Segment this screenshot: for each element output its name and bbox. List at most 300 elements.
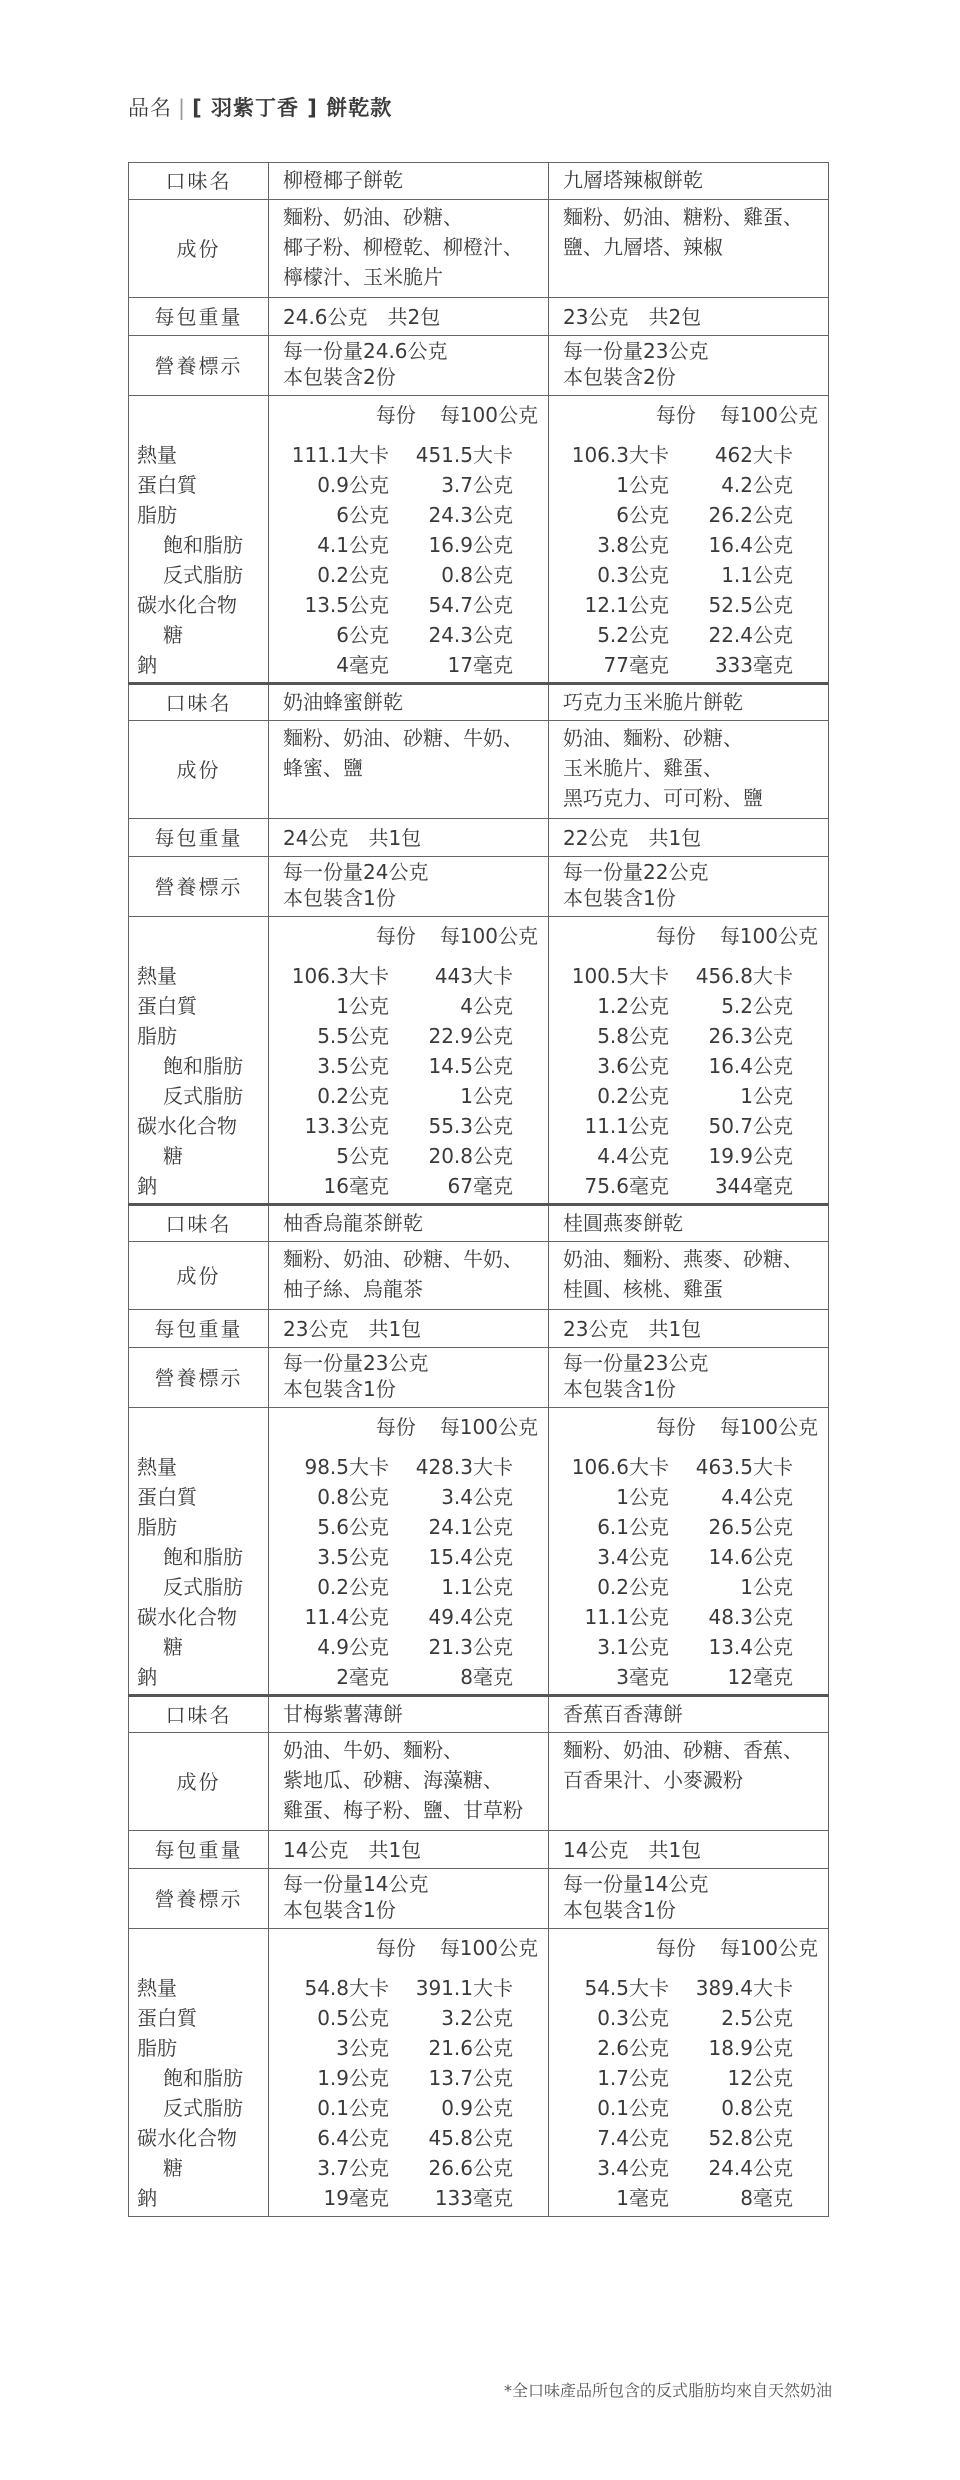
value-per-serving: 13.5公克: [304, 593, 389, 617]
nutrient-line: [269, 2183, 548, 2213]
header-per-serving: 每份: [375, 924, 416, 948]
value-per-100g: 24.3公克: [428, 623, 513, 647]
value-per-serving: 6.1公克: [597, 1515, 669, 1539]
value-per-100g: 4.4公克: [721, 1485, 793, 1509]
nutrient-values: [269, 1408, 549, 1696]
value-per-100g: 2.5公克: [721, 2006, 793, 2030]
value-per-100g: 1公克: [740, 1575, 793, 1599]
nutrient-name: 碳水化合物: [137, 1605, 237, 1629]
header-per-serving: 每份: [375, 403, 416, 427]
nutrient-line: [549, 620, 828, 650]
nutrient-values: [549, 396, 829, 684]
value-per-serving: 5.5公克: [317, 1024, 389, 1048]
nutrient-name: 糖: [163, 1635, 183, 1659]
value-per-serving: 5.6公克: [317, 1515, 389, 1539]
weight-value: 23公克 共1包: [549, 1310, 829, 1348]
nutrient-name: 鈉: [137, 1174, 157, 1198]
ingredients-line: 奶油、麵粉、砂糖、: [563, 726, 743, 750]
serving-line: 每一份量24.6公克: [283, 339, 448, 363]
nutrient-line: [549, 650, 828, 680]
value-per-100g: 1.1公克: [721, 563, 793, 587]
title-prefix: 品名: [128, 96, 172, 120]
nutrient-line: [269, 440, 548, 470]
serving-line: 每一份量24公克: [283, 860, 429, 884]
nutrition-header: [549, 1412, 828, 1442]
ingredients-line: 蜂蜜、鹽: [283, 756, 363, 780]
nutrient-name: 反式脂肪: [163, 563, 243, 587]
value-per-100g: 52.5公克: [708, 593, 793, 617]
serving-row: [129, 1869, 829, 1929]
serving-line: 每一份量23公克: [563, 339, 709, 363]
weight-label: 每包重量: [129, 819, 269, 857]
value-per-100g: 49.4公克: [428, 1605, 513, 1629]
value-per-serving: 1.9公克: [317, 2066, 389, 2090]
nutrient-names: [129, 396, 269, 684]
nutrient-name: 飽和脂肪: [163, 1545, 243, 1569]
nutrient-line: [549, 1171, 828, 1201]
nutrient-line: [549, 590, 828, 620]
nutrition-table: [128, 162, 829, 2217]
value-per-serving: 1公克: [616, 1485, 669, 1509]
nutrient-line: [269, 620, 548, 650]
value-per-serving: 4.4公克: [597, 1144, 669, 1168]
value-per-serving: 11.1公克: [584, 1605, 669, 1629]
value-per-100g: 462大卡: [714, 443, 793, 467]
header-per-100g: 每100公克: [439, 403, 538, 427]
header-per-serving: 每份: [655, 1415, 696, 1439]
weight-label: 每包重量: [129, 298, 269, 336]
value-per-serving: 1公克: [616, 473, 669, 497]
serving-line: 本包裝含1份: [563, 1898, 676, 1922]
nutrient-line: [549, 2003, 828, 2033]
ingredients-label: 成份: [129, 721, 269, 819]
value-per-100g: 3.2公克: [441, 2006, 513, 2030]
value-per-100g: 14.5公克: [428, 1054, 513, 1078]
value-per-100g: 463.5大卡: [695, 1455, 793, 1479]
nutrient-name: 飽和脂肪: [163, 2066, 243, 2090]
value-per-serving: 19毫克: [323, 2186, 389, 2210]
value-per-serving: 1公克: [336, 994, 389, 1018]
ingredients-row: [129, 200, 829, 298]
serving-line: 本包裝含1份: [283, 1377, 396, 1401]
header-per-100g: 每100公克: [439, 924, 538, 948]
nutrient-line: [269, 2033, 548, 2063]
nutrient-line: [269, 2153, 548, 2183]
nutrient-line: [269, 1021, 548, 1051]
nutrient-name: 脂肪: [137, 2036, 177, 2060]
header-per-100g: 每100公克: [439, 1415, 538, 1439]
nutrient-line: [549, 2093, 828, 2123]
nutrient-name: 脂肪: [137, 503, 177, 527]
nutrient-name: 熱量: [137, 443, 177, 467]
value-per-serving: 0.3公克: [597, 2006, 669, 2030]
ingredients-label: 成份: [129, 1733, 269, 1831]
value-per-serving: 111.1大卡: [291, 443, 389, 467]
serving-row: [129, 1348, 829, 1408]
nutrient-values: [269, 917, 549, 1205]
value-per-100g: 24.4公克: [708, 2156, 793, 2180]
ingredients-cell: [549, 200, 829, 298]
nutrient-names: [129, 1929, 269, 2217]
value-per-100g: 20.8公克: [428, 1144, 513, 1168]
header-per-serving: 每份: [655, 924, 696, 948]
value-per-serving: 0.9公克: [317, 473, 389, 497]
value-per-serving: 75.6毫克: [584, 1174, 669, 1198]
value-per-serving: 3.4公克: [597, 1545, 669, 1569]
value-per-serving: 77毫克: [603, 653, 669, 677]
flavor-row: [129, 1696, 829, 1733]
value-per-serving: 0.2公克: [597, 1575, 669, 1599]
value-per-100g: 18.9公克: [708, 2036, 793, 2060]
value-per-100g: 0.8公克: [721, 2096, 793, 2120]
nutrient-line: [549, 1572, 828, 1602]
serving-cell: [549, 336, 829, 396]
value-per-100g: 8毫克: [740, 2186, 793, 2210]
serving-line: 每一份量14公克: [563, 1872, 709, 1896]
nutrient-line: [549, 1512, 828, 1542]
value-per-serving: 1毫克: [616, 2186, 669, 2210]
nutrition-header: [549, 921, 828, 951]
flavor-label: 口味名: [129, 163, 269, 200]
weight-label: 每包重量: [129, 1310, 269, 1348]
value-per-serving: 6公克: [336, 503, 389, 527]
nutrient-line: [269, 2093, 548, 2123]
nutrient-line: [549, 1051, 828, 1081]
nutrient-name: 鈉: [137, 653, 157, 677]
ingredients-line: 奶油、麵粉、燕麥、砂糖、: [563, 1247, 803, 1271]
ingredients-line: 椰子粉、柳橙乾、柳橙汁、: [283, 235, 523, 259]
nutrients-row: [129, 396, 829, 684]
nutrition-label: 營養標示: [129, 1348, 269, 1408]
header-per-serving: 每份: [655, 403, 696, 427]
value-per-serving: 4.9公克: [317, 1635, 389, 1659]
header-per-100g: 每100公克: [719, 1936, 818, 1960]
value-per-serving: 106.6大卡: [571, 1455, 669, 1479]
value-per-serving: 3公克: [336, 2036, 389, 2060]
value-per-serving: 16毫克: [323, 1174, 389, 1198]
nutrient-name: 飽和脂肪: [163, 1054, 243, 1078]
nutrient-line: [269, 1632, 548, 1662]
value-per-serving: 0.8公克: [317, 1485, 389, 1509]
flavor-name: 九層塔辣椒餅乾: [549, 163, 829, 200]
nutrient-line: [549, 991, 828, 1021]
nutrient-name: 反式脂肪: [163, 2096, 243, 2120]
value-per-serving: 13.3公克: [304, 1114, 389, 1138]
nutrition-header: [269, 1412, 548, 1442]
nutrient-line: [549, 2183, 828, 2213]
value-per-serving: 0.2公克: [317, 1084, 389, 1108]
header-per-100g: 每100公克: [719, 1415, 818, 1439]
flavor-label: 口味名: [129, 1205, 269, 1242]
value-per-100g: 8毫克: [460, 1665, 513, 1689]
value-per-serving: 0.3公克: [597, 563, 669, 587]
value-per-serving: 2.6公克: [597, 2036, 669, 2060]
nutrient-values: [269, 1929, 549, 2217]
nutrient-line: [269, 1141, 548, 1171]
ingredients-line: 柚子絲、烏龍茶: [283, 1277, 423, 1301]
value-per-serving: 11.1公克: [584, 1114, 669, 1138]
value-per-serving: 5.2公克: [597, 623, 669, 647]
serving-line: 本包裝含2份: [563, 365, 676, 389]
ingredients-line: 黑巧克力、可可粉、鹽: [563, 786, 763, 810]
flavor-label: 口味名: [129, 1696, 269, 1733]
nutrient-name: 糖: [163, 623, 183, 647]
flavor-row: [129, 163, 829, 200]
nutrient-line: [549, 1452, 828, 1482]
nutrient-line: [269, 1111, 548, 1141]
header-per-serving: 每份: [375, 1936, 416, 1960]
value-per-100g: 48.3公克: [708, 1605, 793, 1629]
ingredients-line: 麵粉、奶油、砂糖、香蕉、: [563, 1738, 803, 1762]
nutrient-line: [549, 2033, 828, 2063]
serving-cell: [269, 1869, 549, 1929]
serving-row: [129, 857, 829, 917]
value-per-100g: 13.7公克: [428, 2066, 513, 2090]
nutrient-names: [129, 917, 269, 1205]
title-brand: [ 羽紫丁香 ] 餅乾款: [192, 96, 393, 120]
flavor-row: [129, 684, 829, 721]
nutrient-line: [549, 1973, 828, 2003]
serving-row: [129, 336, 829, 396]
title-divider: |: [178, 96, 187, 120]
value-per-100g: 16.4公克: [708, 1054, 793, 1078]
nutrient-line: [269, 650, 548, 680]
nutrient-line: [269, 1482, 548, 1512]
value-per-100g: 3.4公克: [441, 1485, 513, 1509]
nutrient-line: [549, 530, 828, 560]
header-per-100g: 每100公克: [719, 924, 818, 948]
value-per-serving: 2毫克: [336, 1665, 389, 1689]
ingredients-label: 成份: [129, 1242, 269, 1310]
ingredients-line: 玉米脆片、雞蛋、: [563, 756, 723, 780]
nutrient-line: [269, 2003, 548, 2033]
nutrient-name: 鈉: [137, 2186, 157, 2210]
ingredients-line: 麵粉、奶油、糖粉、雞蛋、: [563, 205, 803, 229]
ingredients-line: 雞蛋、梅子粉、鹽、甘草粉: [283, 1798, 523, 1822]
nutrient-values: [549, 917, 829, 1205]
nutrient-name: 碳水化合物: [137, 2126, 237, 2150]
nutrient-line: [269, 2063, 548, 2093]
value-per-serving: 5公克: [336, 1144, 389, 1168]
weight-value: 23公克 共1包: [269, 1310, 549, 1348]
value-per-100g: 45.8公克: [428, 2126, 513, 2150]
nutrition-table-wrapper: [128, 162, 828, 2217]
value-per-serving: 3.7公克: [317, 2156, 389, 2180]
value-per-100g: 24.3公克: [428, 503, 513, 527]
weight-value: 24公克 共1包: [269, 819, 549, 857]
value-per-100g: 443大卡: [434, 964, 513, 988]
nutrient-line: [549, 2123, 828, 2153]
value-per-serving: 6.4公克: [317, 2126, 389, 2150]
ingredients-line: 麵粉、奶油、砂糖、牛奶、: [283, 726, 523, 750]
nutrient-line: [549, 1021, 828, 1051]
serving-line: 每一份量23公克: [563, 1351, 709, 1375]
value-per-serving: 6公克: [336, 623, 389, 647]
nutrient-line: [269, 1973, 548, 2003]
header-per-100g: 每100公克: [439, 1936, 538, 1960]
flavor-name: 甘梅紫薯薄餅: [269, 1696, 549, 1733]
header-per-serving: 每份: [375, 1415, 416, 1439]
serving-line: 每一份量22公克: [563, 860, 709, 884]
ingredients-cell: [269, 1242, 549, 1310]
value-per-100g: 456.8大卡: [695, 964, 793, 988]
ingredients-line: 鹽、九層塔、辣椒: [563, 235, 723, 259]
nutrient-name: 糖: [163, 1144, 183, 1168]
weight-row: [129, 1310, 829, 1348]
footnote: *全口味產品所包含的反式脂肪均來自天然奶油: [503, 2381, 832, 2400]
ingredients-line: 桂圓、核桃、雞蛋: [563, 1277, 723, 1301]
value-per-100g: 24.1公克: [428, 1515, 513, 1539]
ingredients-line: 麵粉、奶油、砂糖、: [283, 205, 463, 229]
nutrient-line: [549, 1111, 828, 1141]
value-per-serving: 1.7公克: [597, 2066, 669, 2090]
value-per-100g: 0.9公克: [441, 2096, 513, 2120]
nutrition-header: [549, 1933, 828, 1963]
nutrient-line: [269, 470, 548, 500]
value-per-serving: 4.1公克: [317, 533, 389, 557]
nutrient-name: 碳水化合物: [137, 593, 237, 617]
flavor-label: 口味名: [129, 684, 269, 721]
value-per-serving: 0.1公克: [317, 2096, 389, 2120]
value-per-serving: 0.1公克: [597, 2096, 669, 2120]
value-per-100g: 344毫克: [714, 1174, 793, 1198]
nutrient-line: [549, 1081, 828, 1111]
flavor-name: 柳橙椰子餅乾: [269, 163, 549, 200]
weight-row: [129, 298, 829, 336]
value-per-serving: 106.3大卡: [291, 964, 389, 988]
nutrient-line: [269, 1542, 548, 1572]
weight-row: [129, 819, 829, 857]
value-per-100g: 133毫克: [434, 2186, 513, 2210]
ingredients-line: 紫地瓜、砂糖、海藻糖、: [283, 1768, 503, 1792]
nutrient-name: 熱量: [137, 1455, 177, 1479]
value-per-serving: 100.5大卡: [571, 964, 669, 988]
value-per-100g: 50.7公克: [708, 1114, 793, 1138]
value-per-serving: 12.1公克: [584, 593, 669, 617]
serving-cell: [549, 1869, 829, 1929]
value-per-serving: 0.5公克: [317, 2006, 389, 2030]
value-per-100g: 26.6公克: [428, 2156, 513, 2180]
value-per-serving: 54.8大卡: [304, 1976, 389, 2000]
nutrition-header: [549, 400, 828, 430]
value-per-100g: 391.1大卡: [415, 1976, 513, 2000]
value-per-100g: 21.3公克: [428, 1635, 513, 1659]
nutrient-line: [549, 2063, 828, 2093]
value-per-100g: 26.5公克: [708, 1515, 793, 1539]
nutrient-line: [269, 1081, 548, 1111]
value-per-serving: 0.2公克: [317, 1575, 389, 1599]
serving-cell: [549, 857, 829, 917]
nutrient-name: 蛋白質: [137, 994, 197, 1018]
weight-value: 24.6公克 共2包: [269, 298, 549, 336]
nutrient-line: [269, 560, 548, 590]
nutrient-line: [269, 1512, 548, 1542]
ingredients-cell: [549, 1242, 829, 1310]
value-per-serving: 1.2公克: [597, 994, 669, 1018]
value-per-serving: 3.6公克: [597, 1054, 669, 1078]
value-per-serving: 4毫克: [336, 653, 389, 677]
value-per-100g: 12公克: [727, 2066, 793, 2090]
nutrient-line: [549, 440, 828, 470]
value-per-serving: 0.2公克: [597, 1084, 669, 1108]
weight-label: 每包重量: [129, 1831, 269, 1869]
ingredients-cell: [269, 200, 549, 298]
value-per-100g: 54.7公克: [428, 593, 513, 617]
nutrient-values: [269, 396, 549, 684]
nutrient-line: [269, 530, 548, 560]
nutrient-line: [549, 1482, 828, 1512]
value-per-100g: 3.7公克: [441, 473, 513, 497]
nutrient-line: [269, 1572, 548, 1602]
nutrient-name: 脂肪: [137, 1024, 177, 1048]
value-per-100g: 22.9公克: [428, 1024, 513, 1048]
ingredients-row: [129, 1733, 829, 1831]
header-per-100g: 每100公克: [719, 403, 818, 427]
flavor-name: 柚香烏龍茶餅乾: [269, 1205, 549, 1242]
value-per-100g: 26.2公克: [708, 503, 793, 527]
serving-line: 本包裝含1份: [283, 1898, 396, 1922]
nutrient-line: [269, 1662, 548, 1692]
value-per-100g: 13.4公克: [708, 1635, 793, 1659]
nutrient-line: [549, 470, 828, 500]
ingredients-row: [129, 1242, 829, 1310]
ingredients-row: [129, 721, 829, 819]
serving-cell: [269, 1348, 549, 1408]
value-per-100g: 389.4大卡: [695, 1976, 793, 2000]
serving-line: 每一份量14公克: [283, 1872, 429, 1896]
value-per-100g: 19.9公克: [708, 1144, 793, 1168]
value-per-100g: 15.4公克: [428, 1545, 513, 1569]
nutrient-name: 蛋白質: [137, 1485, 197, 1509]
nutrient-line: [549, 1662, 828, 1692]
value-per-serving: 7.4公克: [597, 2126, 669, 2150]
ingredients-line: 檸檬汁、玉米脆片: [283, 265, 443, 289]
nutrient-name: 飽和脂肪: [163, 533, 243, 557]
nutrient-line: [549, 560, 828, 590]
nutrient-values: [549, 1408, 829, 1696]
nutrition-label: 營養標示: [129, 857, 269, 917]
flavor-name: 奶油蜂蜜餅乾: [269, 684, 549, 721]
nutrient-name: 熱量: [137, 1976, 177, 2000]
weight-row: [129, 1831, 829, 1869]
nutrient-name: 熱量: [137, 964, 177, 988]
serving-line: 本包裝含1份: [563, 1377, 676, 1401]
value-per-100g: 21.6公克: [428, 2036, 513, 2060]
value-per-serving: 0.2公克: [317, 563, 389, 587]
nutrient-name: 蛋白質: [137, 473, 197, 497]
value-per-100g: 1公克: [740, 1084, 793, 1108]
flavor-name: 香蕉百香薄餅: [549, 1696, 829, 1733]
nutrient-name: 鈉: [137, 1665, 157, 1689]
ingredients-cell: [269, 721, 549, 819]
value-per-serving: 98.5大卡: [304, 1455, 389, 1479]
value-per-100g: 1.1公克: [441, 1575, 513, 1599]
value-per-serving: 3.4公克: [597, 2156, 669, 2180]
nutrient-name: 糖: [163, 2156, 183, 2180]
nutrient-line: [549, 2153, 828, 2183]
ingredients-line: 百香果汁、小麥澱粉: [563, 1768, 743, 1792]
serving-line: 本包裝含1份: [283, 886, 396, 910]
nutrient-name: 反式脂肪: [163, 1084, 243, 1108]
nutrients-row: [129, 917, 829, 1205]
nutrition-label: 營養標示: [129, 1869, 269, 1929]
value-per-100g: 12毫克: [727, 1665, 793, 1689]
nutrition-label: 營養標示: [129, 336, 269, 396]
value-per-100g: 4.2公克: [721, 473, 793, 497]
value-per-100g: 14.6公克: [708, 1545, 793, 1569]
nutrition-header: [269, 1933, 548, 1963]
nutrient-name: 脂肪: [137, 1515, 177, 1539]
